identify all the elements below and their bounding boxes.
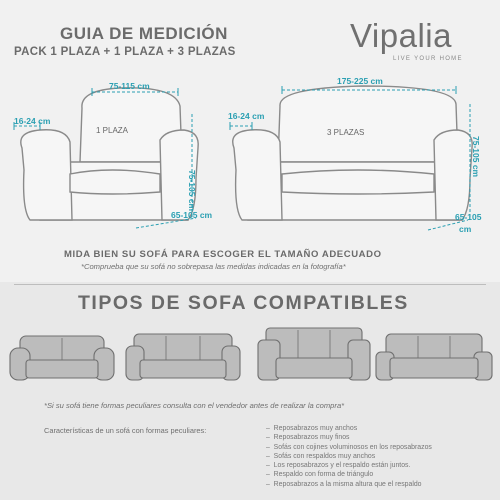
- three-seat-width-label: 175-225 cm: [337, 76, 383, 86]
- one-seat-sofa-diagram: [0, 70, 240, 250]
- one-seat-depth-label: 65-105 cm: [171, 210, 213, 220]
- sofa-type-4: [376, 334, 492, 380]
- three-seat-height-label: 75-105 cm: [471, 136, 481, 178]
- brand-tagline: LIVE YOUR HOME: [393, 56, 463, 62]
- one-seat-cushion: [70, 170, 160, 194]
- three-seat-sofa-diagram: [222, 70, 500, 250]
- list-item: – Respaldo con forma de triángulo: [266, 471, 374, 479]
- compatible-sofas: [6, 326, 494, 386]
- list-item: – Sofás con cojines voluminosos en los reposabrazos: [266, 443, 432, 451]
- three-seat-right-arm: [434, 130, 472, 220]
- list-item: – Los reposabrazos y el respaldo están juntos.: [266, 462, 411, 470]
- one-seat-label: 1 PLAZA: [96, 126, 129, 135]
- one-seat-left-arm: [21, 130, 72, 220]
- measure-note: *Comprueba que su sofá no sobrepasa las medidas indicadas en la fotografía*: [81, 262, 346, 271]
- compatible-title: TIPOS DE SOFA COMPATIBLES: [78, 292, 409, 314]
- three-seat-arm-label: 16-24 cm: [228, 111, 265, 121]
- list-item: – Sofás con respaldos muy anchos: [266, 452, 376, 460]
- one-seat-height-label: 75-105 cm: [187, 170, 197, 212]
- list-item: – Reposabrazos muy anchos: [266, 425, 358, 432]
- three-seat-left-arm: [233, 130, 282, 220]
- features-list: [266, 424, 432, 489]
- sofa-type-3: [258, 328, 370, 380]
- one-seat-width-label: 75-115 cm: [109, 81, 150, 91]
- three-seat-cushion: [282, 170, 434, 194]
- list-item: – Reposabrazos a la misma altura que el respaldo: [266, 480, 422, 488]
- three-seat-label: 3 PLAZAS: [327, 128, 365, 137]
- page-subtitle: PACK 1 PLAZA + 1 PLAZA + 3 PLAZAS: [14, 46, 236, 58]
- features-title: Características de un sofá con formas peculiares:: [44, 426, 207, 435]
- sofa-type-2: [126, 334, 240, 380]
- page-title: GUIA DE MEDICIÓN: [60, 24, 228, 43]
- top-divider: [14, 284, 486, 285]
- one-seat-arm-label: 16-24 cm: [14, 116, 51, 126]
- three-seat-depth-unit: cm: [459, 224, 472, 234]
- list-item: – Reposabrazos muy finos: [266, 434, 350, 442]
- brand-logo: Vipalia: [350, 17, 452, 54]
- compatible-note: *Si su sofá tiene formas peculiares consulta con el vendedor antes de realizar la compra*: [44, 401, 345, 410]
- measure-instruction: MIDA BIEN SU SOFÁ PARA ESCOGER EL TAMAÑO ADECUADO: [64, 249, 382, 260]
- three-seat-depth-value: 65-105: [455, 212, 482, 222]
- three-seat-back: [278, 86, 458, 162]
